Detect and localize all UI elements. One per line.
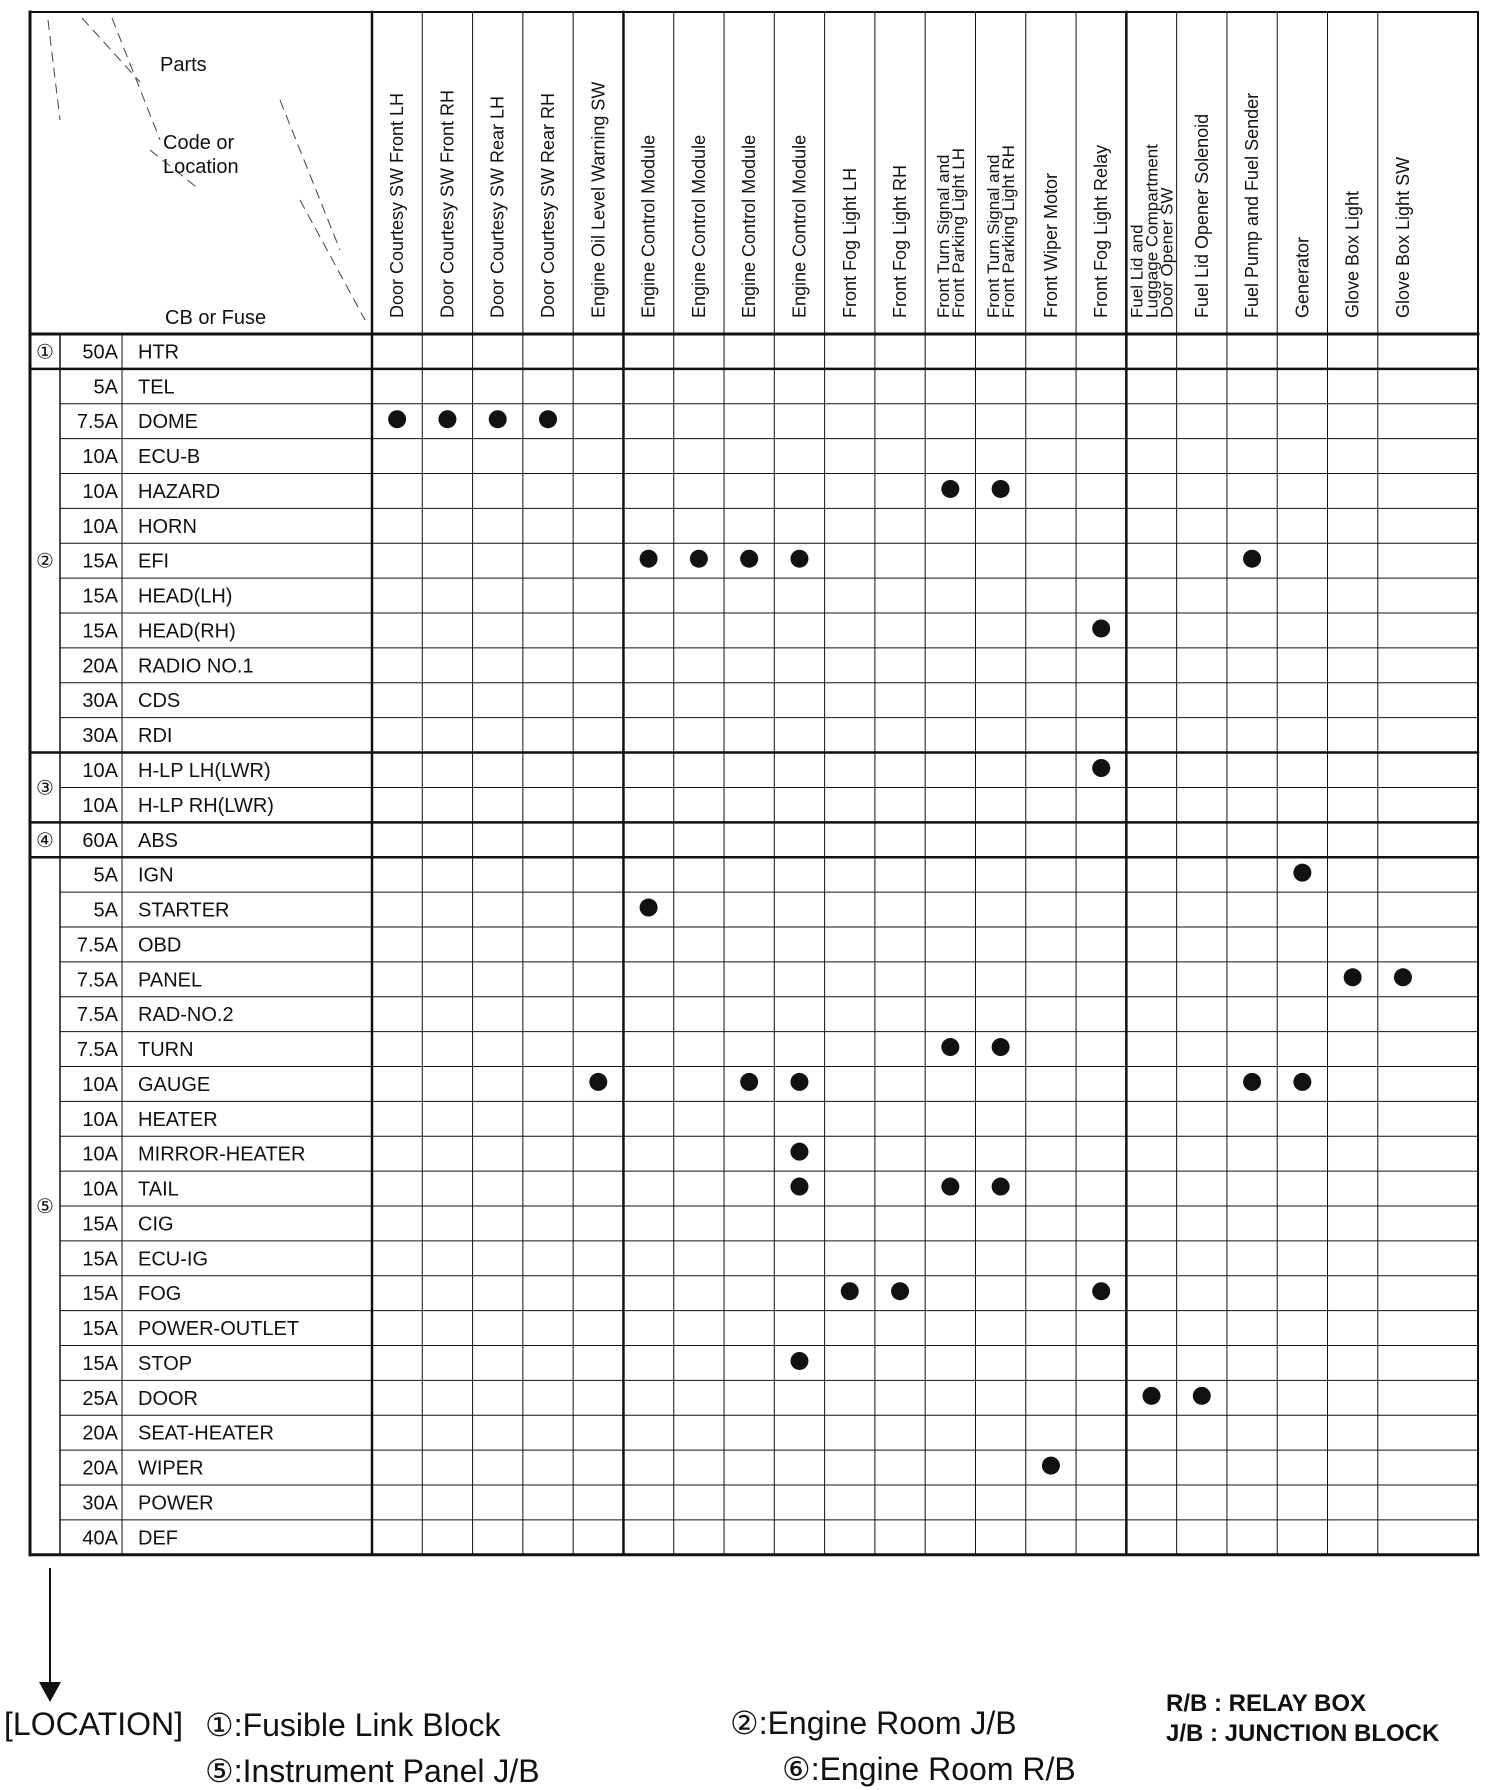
fuse-amperage: 10A: [82, 1178, 118, 1201]
connection-dot: [489, 410, 507, 428]
location-arrow: [39, 1568, 61, 1702]
code-label-line2: Location: [163, 156, 239, 178]
fuse-amperage: 50A: [82, 341, 118, 364]
column-header: Front Fog Light RH: [890, 164, 911, 318]
fuse-name: EFI: [138, 550, 170, 573]
fuse-amperage: 15A: [82, 550, 118, 573]
fuse-name: FOG: [138, 1283, 182, 1306]
fuse-amperage: 15A: [82, 1213, 118, 1236]
fuse-amperage: 10A: [82, 760, 118, 782]
fuse-label: CB or Fuse: [165, 307, 267, 329]
connection-dot: [1092, 619, 1110, 637]
connection-dot: [941, 480, 959, 498]
fuse-name: IGN: [138, 864, 174, 887]
fuse-amperage: 5A: [93, 899, 118, 922]
fuse-amperage: 5A: [93, 864, 118, 887]
fuse-amperage: 30A: [82, 725, 118, 748]
connection-dot: [438, 410, 456, 428]
fuse-amperage: 10A: [82, 446, 118, 469]
connection-dot: [841, 1282, 859, 1300]
connection-dot: [1092, 1282, 1110, 1300]
connection-dots: [388, 410, 1412, 1474]
fuse-amperage: 10A: [82, 1073, 118, 1096]
fuse-amperage: 30A: [82, 1492, 118, 1515]
column-header: Glove Box Light SW: [1392, 156, 1413, 318]
connection-dot: [1394, 968, 1412, 986]
column-header: Generator: [1292, 236, 1313, 318]
fuse-name: SEAT-HEATER: [138, 1422, 274, 1445]
location-prefix: [LOCATION]: [4, 1706, 183, 1742]
fuse-name: DOOR: [138, 1387, 198, 1410]
column-header: Front Fog Light Relay: [1091, 144, 1112, 318]
column-header: Door Courtesy SW Front LH: [387, 92, 408, 318]
connection-dot: [1193, 1387, 1211, 1405]
column-header: Front Parking Light RH: [999, 145, 1019, 318]
connection-dot: [388, 410, 406, 428]
fuse-name: H-LP RH(LWR): [138, 794, 274, 817]
fuse-name: HAZARD: [138, 480, 221, 503]
fuse-name: RAD-NO.2: [138, 1004, 234, 1027]
fuse-name: HEAD(RH): [138, 620, 236, 643]
column-header: Engine Oil Level Warning SW: [588, 81, 609, 318]
location-code: ④: [36, 829, 54, 852]
column-header: Engine Control Module: [739, 134, 760, 318]
column-header: Engine Control Module: [638, 134, 659, 318]
fuse-name: TURN: [138, 1039, 194, 1062]
location-code: ③: [36, 777, 54, 800]
fuse-amperage: 40A: [82, 1527, 118, 1550]
fuse-name: MIRROR-HEATER: [138, 1143, 306, 1166]
column-header: Front Fog Light LH: [839, 167, 860, 318]
location-instrument-panel-jb: ⑤:Instrument Panel J/B: [205, 1753, 540, 1789]
connection-dot: [1042, 1457, 1060, 1475]
fuse-amperage: 10A: [82, 480, 118, 503]
fuse-name: CIG: [138, 1213, 174, 1236]
connection-dot: [690, 550, 708, 568]
location-code: ②: [36, 550, 54, 573]
fuse-amperage: 7.5A: [76, 969, 118, 992]
fuse-name: STOP: [138, 1352, 193, 1375]
column-header: Luggage Compartment: [1142, 144, 1162, 318]
fuse-name: ABS: [138, 829, 179, 852]
column-header: Door Opener SW: [1157, 187, 1177, 318]
connection-dot: [790, 1143, 808, 1161]
connection-dot: [941, 1038, 959, 1056]
connection-dot: [992, 1038, 1010, 1056]
location-code: ⑤: [36, 1196, 54, 1218]
code-label-line1: Code or: [163, 132, 235, 154]
fuse-name: CDS: [138, 690, 181, 713]
fuse-name: WIPER: [138, 1457, 204, 1480]
connection-dot: [1243, 550, 1261, 568]
connection-dot: [1344, 968, 1362, 986]
column-header: Door Courtesy SW Rear RH: [538, 92, 559, 318]
connection-dot: [740, 550, 758, 568]
fuse-amperage: 25A: [82, 1387, 118, 1410]
fuse-name: POWER: [138, 1492, 214, 1515]
fuse-amperage: 7.5A: [76, 1039, 118, 1062]
column-header: Engine Control Module: [688, 134, 709, 318]
fuse-amperage: 15A: [82, 585, 118, 608]
fuse-name: HEATER: [138, 1108, 218, 1131]
fuse-name: HORN: [138, 515, 197, 538]
connection-dot: [539, 410, 557, 428]
fuse-amperage: 10A: [82, 1143, 118, 1166]
connection-dot: [941, 1178, 959, 1196]
fuse-name: PANEL: [138, 969, 203, 992]
fuse-name: STARTER: [138, 899, 230, 922]
column-header: Door Courtesy SW Front RH: [437, 89, 458, 318]
column-header: Front Parking Light LH: [948, 147, 968, 318]
connection-dot: [790, 1352, 808, 1370]
column-header: Front Turn Signal and: [933, 154, 953, 318]
connection-dot: [640, 899, 658, 917]
fuse-amperage: 10A: [82, 794, 118, 817]
column-header: Glove Box Light: [1342, 190, 1363, 318]
parts-label: Parts: [160, 54, 207, 76]
connection-dot: [1092, 759, 1110, 777]
fuse-name: TAIL: [138, 1178, 179, 1201]
fuse-amperage: 15A: [82, 1248, 118, 1271]
fuse-amperage: 15A: [82, 1283, 118, 1306]
fuse-amperage: 20A: [82, 655, 118, 678]
connection-dot: [992, 480, 1010, 498]
fuse-name: TEL: [138, 376, 175, 399]
connection-dot: [790, 550, 808, 568]
connection-dot: [589, 1073, 607, 1091]
fuse-amperage: 7.5A: [76, 1004, 118, 1027]
column-header: Front Turn Signal and: [984, 154, 1004, 318]
fuse-amperage: 7.5A: [76, 411, 118, 434]
fuse-amperage: 10A: [82, 515, 118, 538]
column-header: Engine Control Module: [789, 134, 810, 318]
fuse-amperage: 15A: [82, 1352, 118, 1375]
fuse-name: DEF: [138, 1527, 178, 1550]
fuse-name: ECU-IG: [138, 1248, 208, 1271]
column-header: Fuel Pump and Fuel Sender: [1242, 92, 1263, 318]
fuse-amperage: 60A: [82, 829, 118, 852]
connection-dot: [1142, 1387, 1160, 1405]
connection-dot: [891, 1282, 909, 1300]
fuse-amperage: 15A: [82, 620, 118, 643]
fuse-amperage: 7.5A: [76, 934, 118, 957]
fuse-name: RADIO NO.1: [138, 655, 254, 678]
fuse-name: DOME: [138, 411, 198, 434]
column-header: Door Courtesy SW Rear LH: [487, 95, 508, 318]
location-fusible-link-block: ①:Fusible Link Block: [205, 1707, 501, 1743]
fuse-name: H-LP LH(LWR): [138, 760, 271, 782]
fuse-amperage: 10A: [82, 1108, 118, 1131]
junction-block-abbreviation: J/B : JUNCTION BLOCK: [1166, 1720, 1440, 1747]
fuse-name: POWER-OUTLET: [138, 1318, 300, 1341]
column-header: Front Wiper Motor: [1040, 172, 1061, 318]
row-labels: [36, 341, 305, 1549]
fuse-amperage: 20A: [82, 1457, 118, 1480]
connection-dot: [640, 550, 658, 568]
column-headers: [387, 82, 1413, 318]
connection-dot: [1243, 1073, 1261, 1091]
connection-dot: [790, 1073, 808, 1091]
column-header: Fuel Lid and: [1127, 224, 1147, 318]
fuse-name: OBD: [138, 934, 182, 957]
fuse-name: HEAD(LH): [138, 585, 233, 608]
location-engine-room-jb: ②:Engine Room J/B: [730, 1705, 1017, 1741]
connection-dot: [740, 1073, 758, 1091]
location-code: ①: [36, 341, 54, 364]
relay-box-abbreviation: R/B : RELAY BOX: [1166, 1690, 1367, 1717]
header-labels: [160, 54, 266, 329]
fuse-name: GAUGE: [138, 1073, 211, 1096]
connection-dot: [1293, 1073, 1311, 1091]
fuse-amperage: 20A: [82, 1422, 118, 1445]
column-header: Fuel Lid Opener Solenoid: [1191, 113, 1212, 318]
fuse-name: RDI: [138, 725, 173, 748]
connection-dot: [992, 1178, 1010, 1196]
fuse-amperage: 15A: [82, 1318, 118, 1341]
connection-dot: [790, 1178, 808, 1196]
fuse-amperage: 5A: [93, 376, 118, 399]
location-engine-room-rb: ⑥:Engine Room R/B: [782, 1751, 1076, 1787]
fuse-name: HTR: [138, 341, 180, 364]
fuse-name: ECU-B: [138, 446, 201, 469]
connection-dot: [1293, 864, 1311, 882]
fuse-amperage: 30A: [82, 690, 118, 713]
